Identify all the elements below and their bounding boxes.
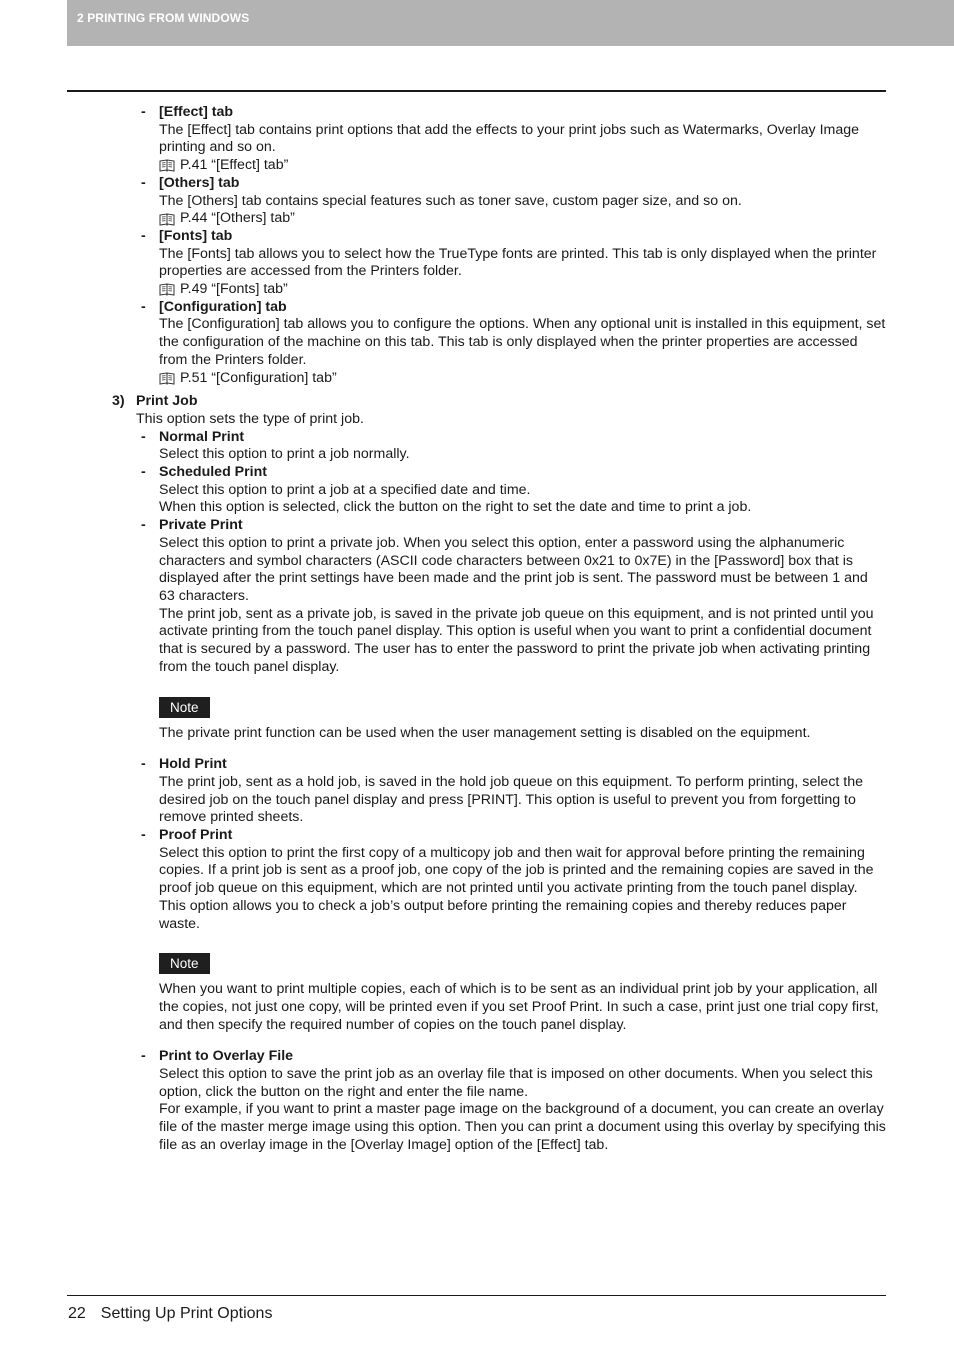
list-item-hold-print — [141, 756, 886, 827]
item-title: Normal Print — [159, 428, 245, 445]
note-block — [159, 697, 886, 743]
section-title: 2 PRINTING FROM WINDOWS — [77, 11, 250, 25]
book-icon — [159, 283, 175, 296]
item-description: The print job, sent as a private job, is saved in the private job queue on this equipment, and is not printed until you activate printing from the touch panel display. This option is useful when you want to print a confidential document that is secured by a password. The user has to enter the password to print the private job when activating printing from the touch panel display. — [159, 605, 874, 675]
list-item-proof-print — [141, 827, 886, 933]
item-title: Hold Print — [159, 756, 227, 773]
bullet-dash: - — [141, 464, 146, 481]
item-description: Select this option to print a job at a specified date and time. — [159, 481, 531, 498]
bullet-dash: - — [141, 298, 146, 315]
bullet-dash: - — [141, 104, 146, 120]
item-title: [Configuration] tab — [159, 298, 287, 315]
bullet-dash: - — [141, 227, 146, 244]
page-footer — [68, 1305, 272, 1323]
list-item-others-tab — [141, 174, 886, 228]
page-reference-link[interactable] — [159, 370, 886, 388]
reference-text: P.41 “[Effect] tab” — [180, 157, 289, 174]
item-title: [Others] tab — [159, 174, 240, 191]
book-icon — [159, 372, 175, 385]
book-icon — [159, 213, 175, 226]
main-content — [0, 104, 954, 1155]
section-number: 3) — [112, 393, 125, 410]
reference-text: P.51 “[Configuration] tab” — [180, 369, 337, 386]
item-description: The [Others] tab contains special features such as toner save, custom pager size, and so on. — [159, 192, 742, 209]
bullet-dash: - — [141, 1048, 146, 1065]
list-item-private-print — [141, 517, 886, 676]
note-badge: Note — [159, 953, 210, 974]
note-block — [159, 953, 886, 1034]
item-title: Private Print — [159, 517, 243, 534]
list-item-configuration-tab — [141, 298, 886, 388]
page-number: 22 — [68, 1305, 86, 1322]
item-description: Select this option to print a private job. When you select this option, enter a password using the alphanumeric characters and symbol characters (ASCII code characters between 0x21 to 0x7E) in the [Password] box that is displayed after the print settings have been made and the print job is sent. The password must be between 1 and 63 characters. — [159, 534, 868, 604]
item-title: [Fonts] tab — [159, 227, 233, 244]
page-reference-link[interactable] — [159, 281, 886, 299]
bullet-dash: - — [141, 756, 146, 773]
item-description: The [Fonts] tab allows you to select how the TrueType fonts are printed. This tab is only displayed when the printer properties are accessed from the Printers folder. — [159, 245, 877, 280]
item-description: Select this option to print a job normally. — [159, 446, 410, 463]
bullet-dash: - — [141, 174, 146, 191]
list-item-fonts-tab — [141, 227, 886, 299]
bullet-dash: - — [141, 428, 146, 445]
list-item-print-to-overlay-file — [141, 1048, 886, 1154]
item-description: The [Effect] tab contains print options that add the effects to your print jobs such as Watermarks, Overlay Image printing and so on. — [159, 121, 860, 156]
header-bar — [67, 0, 954, 46]
book-icon — [159, 159, 175, 172]
print-job-section — [112, 393, 886, 428]
item-description: The [Configuration] tab allows you to configure the options. When any optional unit is installed in this equipment, set the configuration of the machine on this tab. This tab is only displayed when the printer properties are accessed from the Printers folder. — [159, 316, 886, 368]
note-text: When you want to print multiple copies, each of which is to be sent as an individual print job by your application, all the copies, not just one copy, will be printed even if you set Proof Print. In such a case, print just one trial copy first, and then specify the required number of copies on the touch panel display. — [159, 981, 879, 1033]
list-item-normal-print — [141, 428, 886, 464]
reference-text: P.49 “[Fonts] tab” — [180, 281, 288, 298]
item-title: [Effect] tab — [159, 104, 234, 120]
item-description: The print job, sent as a hold job, is saved in the hold job queue on this equipment. To perform printing, select the desired job on the touch panel display and press [PRINT]. This option is useful to prevent you from forgetting to remove printed sheets. — [159, 773, 864, 826]
footer-title: Setting Up Print Options — [100, 1305, 273, 1322]
reference-text: P.44 “[Others] tab” — [180, 210, 295, 227]
item-description: For example, if you want to print a master page image on the background of a document, you can create an overlay file of the master merge image using this option. Then you can print a document using this overlay by specifying this file as an overlay image in the [Overlay Image] option of the [Effect] tab. — [159, 1101, 886, 1153]
page-reference-link[interactable] — [159, 210, 886, 228]
section-heading: Print Job — [136, 393, 198, 410]
item-title: Print to Overlay File — [159, 1048, 294, 1065]
item-description: Select this option to save the print job as an overlay file that is imposed on other documents. When you select this option, click the button on the right and enter the file name. — [159, 1066, 873, 1100]
list-item-effect-tab — [141, 104, 886, 175]
item-title: Proof Print — [159, 827, 233, 844]
page-reference-link[interactable] — [159, 157, 886, 175]
section-intro: This option sets the type of print job. — [136, 410, 364, 427]
item-description: When this option is selected, click the button on the right to set the date and time to print a job. — [159, 499, 752, 516]
top-rule — [67, 90, 886, 92]
note-text: The private print function can be used when the user management setting is disabled on the equipment. — [159, 724, 811, 741]
item-title: Scheduled Print — [159, 464, 267, 481]
footer-rule — [67, 1295, 886, 1296]
bullet-dash: - — [141, 827, 146, 844]
bullet-dash: - — [141, 517, 146, 534]
list-item-scheduled-print — [141, 464, 886, 517]
item-description: Select this option to print the first copy of a multicopy job and then wait for approval before printing the remaining copies. If a print job is sent as a proof job, one copy of the job is printed and the remaining copies are saved in the proof job queue on this equipment, which are not printed until you activate printing from the touch panel display. This option allows you to check a job’s output before printing the remaining copies and thereby reduces paper waste. — [159, 844, 874, 932]
note-badge: Note — [159, 697, 210, 718]
